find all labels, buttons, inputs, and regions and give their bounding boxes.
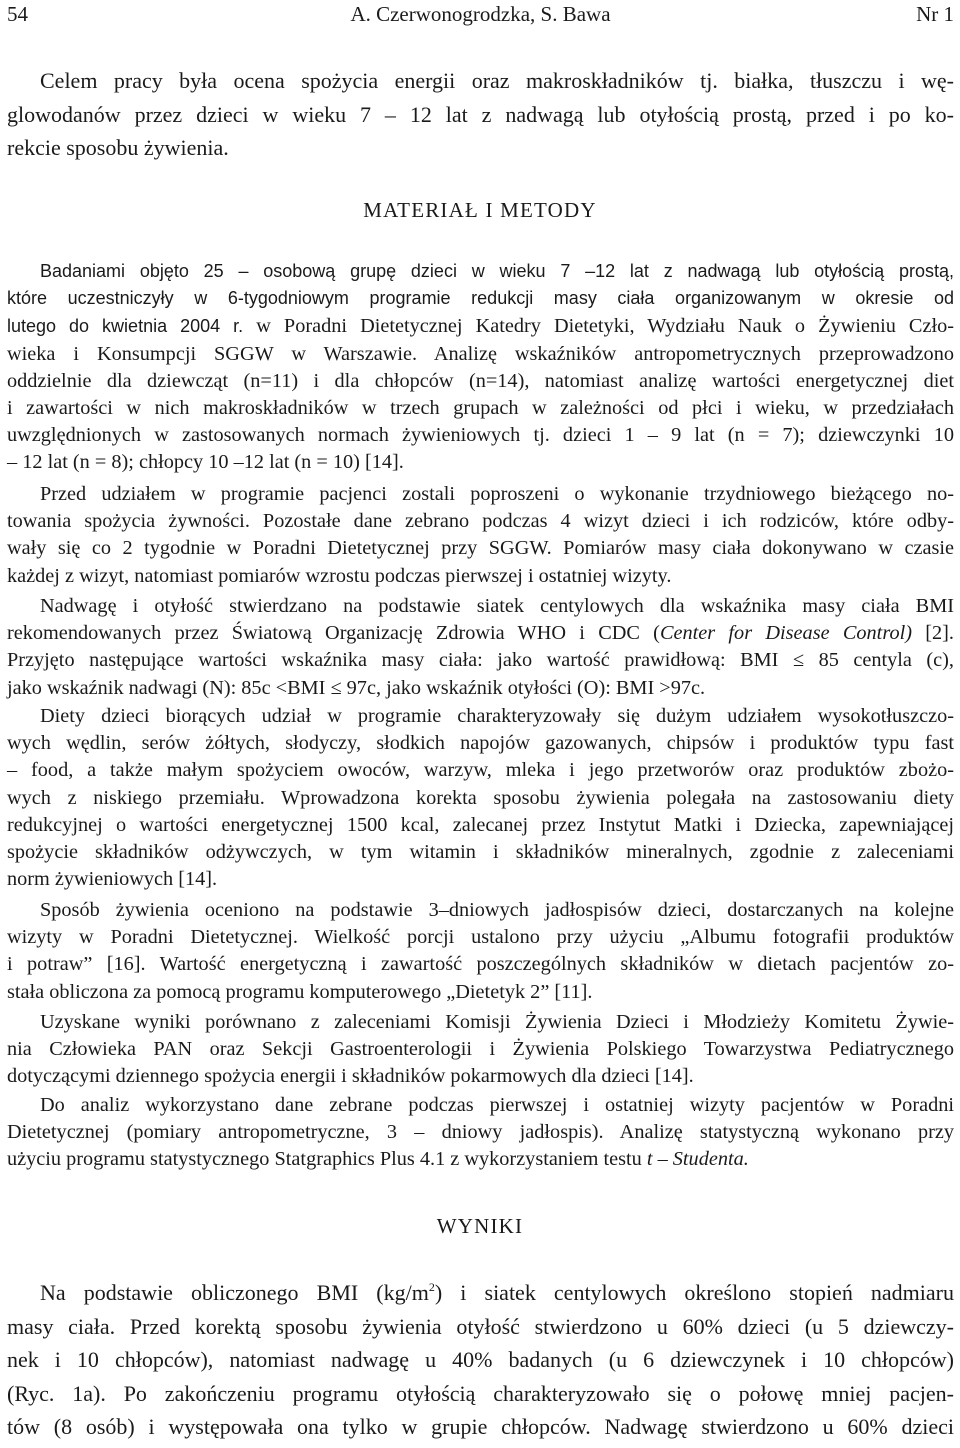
text-line: wych z niskiego przemiału. Wprowadzona korekta sposobu żywienia polegała na zastosowaniu diety — [7, 786, 954, 809]
text-line — [7, 343, 954, 370]
text-line: dotyczącymi dziennego spożycia energii i składników pokarmowych dla dzieci [14]. — [7, 1065, 694, 1088]
section-heading-results: WYNIKI — [436, 1214, 524, 1238]
methods-paragraph-6 — [7, 1011, 954, 1093]
text-line: Sposób żywienia oceniono na podstawie 3–dniowych jadłospisów dzieci, dostarczanych na kolejne — [40, 899, 954, 921]
text-line: Uzyskane wyniki porównano z zaleceniami Komisji Żywienia Dzieci i Młodzieży Komitetu Żywie- — [40, 1011, 954, 1033]
text-line: glowodanów przez dzieci w wieku 7 – 12 lat z nadwagą lub otyłością prostą, przed i po ko- — [7, 101, 954, 127]
text-line: Dietetycznej (pomiary antropometryczne, 3 – dniowy jadłospis). Analizę statystyczną wykonano przy — [7, 1121, 954, 1144]
text-line: tów (8 osób) i występowała ona tylko w grupie chłopców. Nadwagę stwierdzono u 60% dzieci — [7, 1414, 954, 1440]
text-line: spożycie składników odżywczych, w tym witamin i składników mineralnych, zgodnie z zaleceniami — [7, 840, 954, 863]
text-line: Przed udziałem w programie pacjenci zostali poproszeni o wykonanie trzydniowego bieżącego no- — [40, 483, 954, 505]
text-line: nek i 10 chłopców), natomiast nadwagę u 40% badanych (u 6 dziewczynek i 10 chłopców) — [7, 1347, 954, 1373]
methods-paragraph-4 — [7, 705, 954, 895]
results-paragraph — [7, 1280, 954, 1448]
text-fragment: w Poradni Dietetycznej Katedry Dietetyki, Wydziału Nauk o Żywieniu Czło- — [243, 315, 954, 338]
text-line: Nadwagę i otyłość stwierdzano na podstawie siatek centylowych dla wskaźnika masy ciała BMI — [40, 595, 954, 617]
intro-paragraph — [7, 68, 954, 169]
text-line — [7, 315, 954, 342]
text-line: (Ryc. 1a). Po zakończeniu programu otyłością charakteryzowało się o połowę mniej pacjen- — [7, 1380, 954, 1406]
text-fragment: wieka i Konsumpcji SGGW w Warszawie. — [7, 342, 418, 365]
text-line: każdej z wizyt, natomiast pomiarów wzrostu podczas pierwszej i ostatniej wizyty. — [7, 564, 672, 587]
text-fragment: Na podstawie obliczonego BMI (kg/m — [40, 1280, 429, 1305]
text-line: nia Człowieka PAN oraz Sekcji Gastroenterologii i Żywienia Polskiego Towarzystwa Pediatrycznego — [7, 1038, 954, 1061]
text-line: które uczestniczyły w 6-tygodniowym programie redukcji masy ciała organizowanym w okresie od — [7, 288, 954, 309]
text-line: towania spożycia żywności. Pozostałe dane zebrano podczas 4 wizyt dzieci i ich rodziców, które odby- — [7, 510, 954, 533]
text-line: rekcie sposobu żywienia. — [7, 135, 229, 161]
text-line: Diety dzieci biorących udział w programie charakteryzowały się dużym udziałem wysokotłuszczo- — [40, 705, 954, 727]
text-line: Do analiz wykorzystano dane zebrane podczas pierwszej i ostatniej wizyty pacjentów w Poradni — [40, 1094, 954, 1116]
text-line: i potraw” [16]. Wartość energetyczną i zawartość poszczególnych składników w dietach pacjentów zo- — [7, 953, 954, 976]
header-authors: A. Czerwonogrodzka, S. Bawa — [350, 2, 611, 26]
header-issue: Nr 1 — [916, 2, 954, 26]
text-line: – food, a także małym spożyciem owoców, warzyw, mleka i jego przetworów oraz produktów zbożo- — [7, 759, 954, 782]
text-fragment: ) i siatek centylowych określono stopień nadmiaru — [434, 1280, 954, 1305]
text-line: wych wędlin, serów żółtych, słodyczy, słodkich napojów gazowanych, chipsów i produktów typu fast — [7, 732, 954, 755]
text-line: wizyty w Poradni Dietetycznej. Wielkość porcji ustalono przy użyciu „Albumu fotografii produktów — [7, 926, 954, 949]
page-number: 54 — [7, 2, 28, 26]
text-line: norm żywieniowych [14]. — [7, 868, 218, 891]
methods-paragraph-5 — [7, 899, 954, 1008]
methods-paragraph-1 — [7, 261, 954, 479]
methods-paragraph-7 — [7, 1094, 954, 1176]
text-line: Przyjęto następujące wartości wskaźnika masy ciała: jako wartość prawidłową: BMI ≤ 85 centyla (c), — [7, 649, 954, 672]
text-fragment: lutego do kwietnia 2004 r. — [7, 316, 244, 337]
text-line: masy ciała. Przed korektą sposobu żywienia otyłość stwierdzono u 60% dzieci (u 5 dziewczy- — [7, 1313, 954, 1339]
text-line: redukcyjnej o wartości energetycznej 1500 kcal, zalecanej przez Instytut Matki i Dziecka, zapewniającej — [7, 813, 954, 836]
text-line: jako wskaźnik nadwagi (N): 85c <BMI ≤ 97c, jako wskaźnik otyłości (O): BMI >97c. — [7, 676, 706, 699]
text-line — [7, 1280, 954, 1314]
text-fragment: użyciu programu statystycznego Statgraphics Plus 4.1 z wykorzystaniem testu — [7, 1148, 647, 1171]
text-fragment: [2]. — [911, 622, 954, 645]
text-line: Celem pracy była ocena spożycia energii oraz makroskładników tj. białka, tłuszczu i wę- — [40, 68, 954, 93]
italic-fragment: Center for Disease Control) — [659, 622, 912, 645]
text-fragment: rekomendowanych przez Światową Organizację Zdrowia WHO i CDC ( — [7, 622, 660, 645]
text-line — [7, 1148, 954, 1175]
text-line: i zawartości w nich makroskładników w trzech grupach w zależności od płci i wieku, w przedziałach — [7, 396, 954, 419]
superscript: 2 — [428, 1280, 435, 1294]
text-line — [7, 622, 954, 649]
text-line: stała obliczona za pomocą programu komputerowego „Dietetyk 2” [11]. — [7, 980, 593, 1003]
methods-paragraph-2 — [7, 483, 954, 592]
running-header — [7, 2, 954, 32]
text-fragment: Analizę wskaźników antropometrycznych przeprowadzono — [417, 342, 954, 365]
text-line: Badaniami objęto 25 – osobową grupę dzieci w wieku 7 –12 lat z nadwagą lub otyłością prostą, — [40, 261, 954, 281]
text-line: oddzielnie dla dziewcząt (n=11) i dla chłopców (n=14), natomiast analizę wartości energetycznej diet — [7, 369, 954, 392]
italic-fragment: t – Studenta. — [646, 1148, 749, 1171]
methods-paragraph-3 — [7, 595, 954, 704]
text-line: wały się co 2 tygodnie w Poradni Dietetycznej przy SGGW. Pomiarów masy ciała dokonywano w czasie — [7, 537, 954, 560]
section-heading-material: MATERIAŁ I METODY — [363, 198, 597, 222]
text-line: – 12 lat (n = 8); chłopcy 10 –12 lat (n = 10) [14]. — [7, 451, 404, 474]
text-line: uwzględnionych w zastosowanych normach żywieniowych tj. dzieci 1 – 9 lat (n = 7); dziewczynki 10 — [7, 424, 954, 447]
